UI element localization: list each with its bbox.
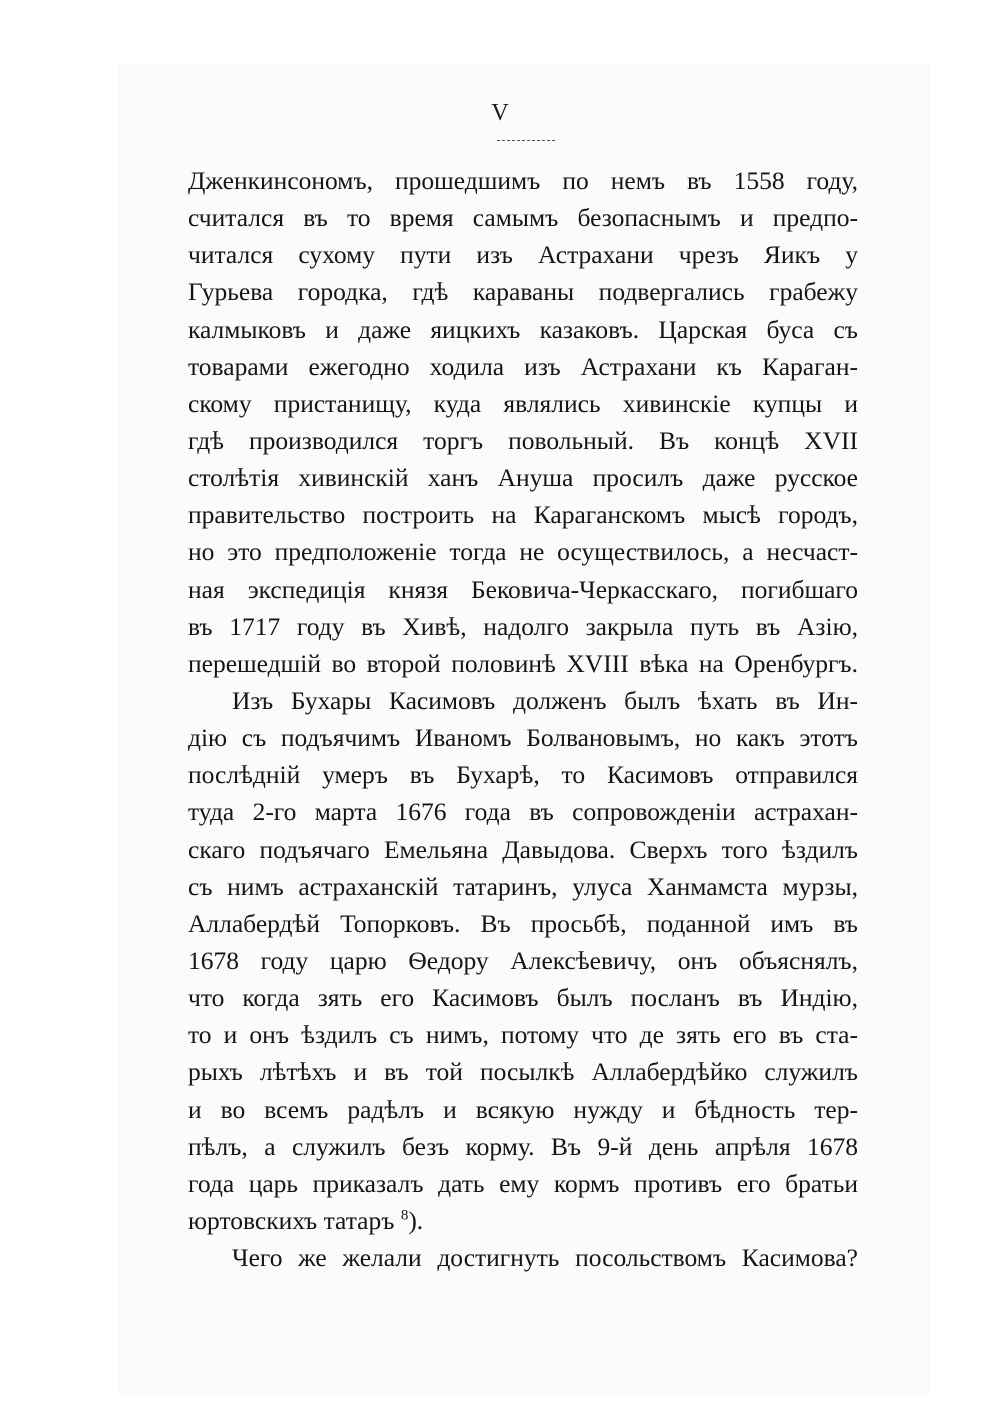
line-text: Дженкинсономъ, прошедшимъ по немъ въ 1558 году, bbox=[188, 166, 858, 195]
line-text: правительство построить на Караганскомъ мысѣ городъ, bbox=[188, 500, 858, 530]
text-line bbox=[188, 496, 858, 533]
line-text: дію съ подъячимъ Иваномъ Болвановымъ, но какъ этотъ bbox=[188, 723, 858, 753]
line-text: Аллабердѣй Топорковъ. Въ просьбѣ, поданной имъ въ bbox=[188, 908, 858, 938]
line-text: калмыковъ и даже яицкихъ казаковъ. Царская буса съ bbox=[188, 314, 858, 344]
body-text bbox=[188, 162, 858, 1276]
line-text: туда 2-го марта 1676 года въ сопровожденіи астрахан- bbox=[188, 797, 858, 827]
text-line bbox=[188, 162, 858, 199]
text-line bbox=[188, 1239, 858, 1276]
line-text: что когда зять его Касимовъ былъ посланъ въ Индію, bbox=[188, 983, 858, 1013]
text-line bbox=[188, 645, 858, 682]
line-text: товарами ежегодно ходила изъ Астрахани къ Караган- bbox=[188, 351, 858, 381]
text-line bbox=[188, 979, 858, 1016]
line-text: въ 1717 году въ Хивѣ, надолго закрыла путь въ Азію, bbox=[188, 611, 858, 641]
line-text: юртовскихъ татаръ bbox=[188, 1205, 395, 1235]
text-line bbox=[188, 868, 858, 905]
text-line bbox=[188, 682, 858, 719]
text-line bbox=[188, 422, 858, 459]
line-text: гдѣ производился торгъ повольный. Въ концѣ XVII bbox=[188, 425, 858, 455]
text-line bbox=[188, 385, 858, 422]
text-line bbox=[188, 571, 858, 608]
line-text: послѣдній умеръ въ Бухарѣ, то Касимовъ отправился bbox=[188, 760, 858, 790]
paragraph-3 bbox=[188, 1239, 858, 1276]
footnote-reference: 8 bbox=[400, 1207, 409, 1224]
line-text: скаго подъячаго Емельяна Давыдова. Сверхъ того ѣздилъ bbox=[188, 834, 858, 864]
text-line bbox=[188, 533, 858, 570]
line-text: то и онъ ѣздилъ съ нимъ, потому что де зять его въ ста- bbox=[188, 1020, 858, 1050]
closing-punctuation: ). bbox=[408, 1205, 424, 1235]
line-text: скому пристанищу, куда являлись хивинскіе купцы и bbox=[188, 388, 858, 418]
line-text: читался сухому пути изъ Астрахани чрезъ Яикъ у bbox=[188, 240, 858, 270]
text-line bbox=[188, 273, 858, 310]
text-line bbox=[188, 1053, 858, 1090]
line-text: перешедшій во второй половинѣ XVIII вѣка на Оренбургъ. bbox=[188, 648, 858, 678]
text-line bbox=[188, 608, 858, 645]
paragraph-1 bbox=[188, 162, 858, 682]
line-text: Чего же желали достигнуть посольствомъ Касимова? bbox=[232, 1243, 858, 1273]
text-line bbox=[188, 719, 858, 756]
paragraph-2 bbox=[188, 682, 858, 1239]
text-line bbox=[188, 1091, 858, 1128]
text-line bbox=[188, 1016, 858, 1053]
text-line bbox=[188, 236, 858, 273]
line-text: и во всемъ радѣлъ и всякую нужду и бѣдность тер- bbox=[188, 1094, 858, 1124]
text-line bbox=[188, 199, 858, 236]
text-line bbox=[188, 311, 858, 348]
text-line bbox=[188, 905, 858, 942]
line-text: года царь приказалъ дать ему кормъ противъ его братьи bbox=[188, 1168, 858, 1198]
line-text: ная экспедиція князя Бековича-Черкасскаго, погибшаго bbox=[188, 574, 858, 604]
text-line bbox=[188, 942, 858, 979]
text-line bbox=[188, 831, 858, 868]
line-text: но это предположеніе тогда не осуществилось, а несчаст- bbox=[188, 537, 858, 567]
line-text: рыхъ лѣтѣхъ и въ той посылкѣ Аллабердѣйко служилъ bbox=[188, 1057, 858, 1087]
line-text: 1678 году царю Ѳедору Алексѣевичу, онъ объяснялъ, bbox=[188, 945, 858, 975]
text-line bbox=[188, 756, 858, 793]
text-line bbox=[188, 793, 858, 830]
line-text: съ нимъ астраханскій татаринъ, улуса Ханмамста мурзы, bbox=[188, 871, 858, 901]
text-line bbox=[188, 1202, 858, 1239]
text-line bbox=[188, 459, 858, 496]
text-line bbox=[188, 1128, 858, 1165]
page-number: V bbox=[491, 100, 509, 126]
line-text: Гурьева городка, гдѣ караваны подвергались грабежу bbox=[188, 277, 858, 307]
line-text: Изъ Бухары Касимовъ долженъ былъ ѣхать въ Ин- bbox=[232, 685, 858, 715]
line-text: столѣтія хивинскій ханъ Ануша просилъ даже русское bbox=[188, 463, 858, 493]
text-line bbox=[188, 348, 858, 385]
page-number-rule bbox=[497, 140, 555, 141]
text-line bbox=[188, 1165, 858, 1202]
line-text: считался въ то время самымъ безопаснымъ и предпо- bbox=[188, 203, 858, 233]
line-text: пѣлъ, а служилъ безъ корму. Въ 9-й день апрѣля 1678 bbox=[188, 1131, 858, 1161]
